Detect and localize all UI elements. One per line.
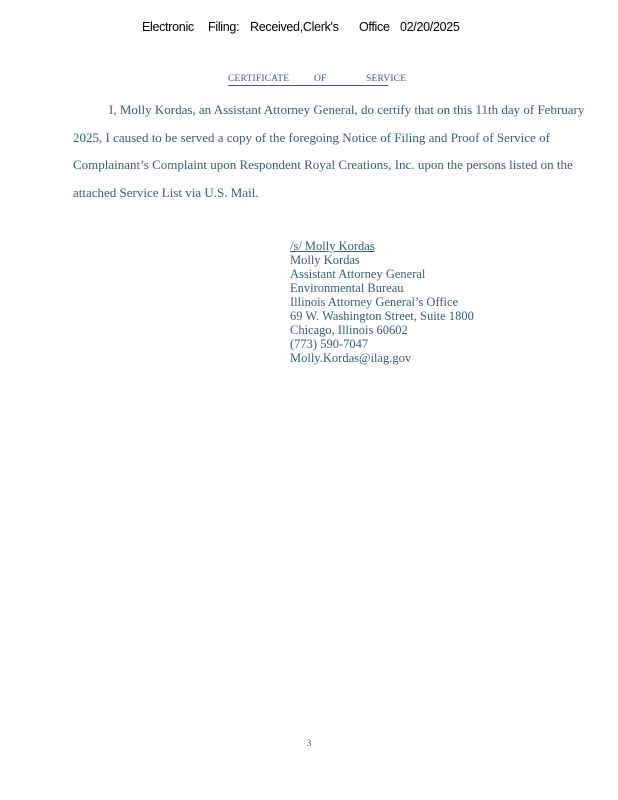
signer-title: Assistant Attorney General (290, 267, 426, 281)
office-street-address: 69 W. Washington Street, Suite 1800 (290, 309, 474, 323)
body-line-4: attached Service List via U.S. Mail. (73, 185, 259, 201)
signer-name: Molly Kordas (290, 253, 360, 267)
certificate-of-service-heading (228, 74, 407, 86)
signer-phone: (773) 590-7047 (290, 337, 369, 351)
body-line-2: 2025, I caused to be served a copy of the foregoing Notice of Filing and Proof of Service of (73, 129, 550, 145)
stamp-received-clerks: Received,Clerk's (250, 20, 339, 34)
signer-bureau: Environmental Bureau (290, 281, 404, 295)
electronic-filing-stamp (0, 20, 618, 38)
signer-email: Molly.Kordas@ilag.gov (290, 351, 412, 365)
signature-block (290, 239, 590, 365)
heading-word-of: OF (314, 74, 327, 84)
stamp-date: 02/20/2025 (400, 20, 460, 34)
signer-office: Illinois Attorney General’s Office (290, 295, 459, 309)
body-line-1: I, Molly Kordas, an Assistant Attorney General, do certify that on this 11th day of February (109, 102, 585, 117)
electronic-signature: /s/ Molly Kordas (290, 239, 375, 253)
office-city-state-zip: Chicago, Illinois 60602 (290, 323, 408, 337)
heading-word-certificate: CERTIFICATE (228, 74, 290, 84)
page-number: 3 (306, 739, 312, 749)
stamp-electronic: Electronic (142, 20, 194, 34)
certificate-body-paragraph (73, 96, 585, 207)
body-line-3: Complainant’s Complaint upon Respondent Royal Creations, Inc. upon the persons listed on the (73, 157, 573, 173)
stamp-office: Office (359, 20, 390, 34)
stamp-filing: Filing: (208, 20, 240, 34)
heading-word-service: SERVICE (366, 74, 407, 84)
